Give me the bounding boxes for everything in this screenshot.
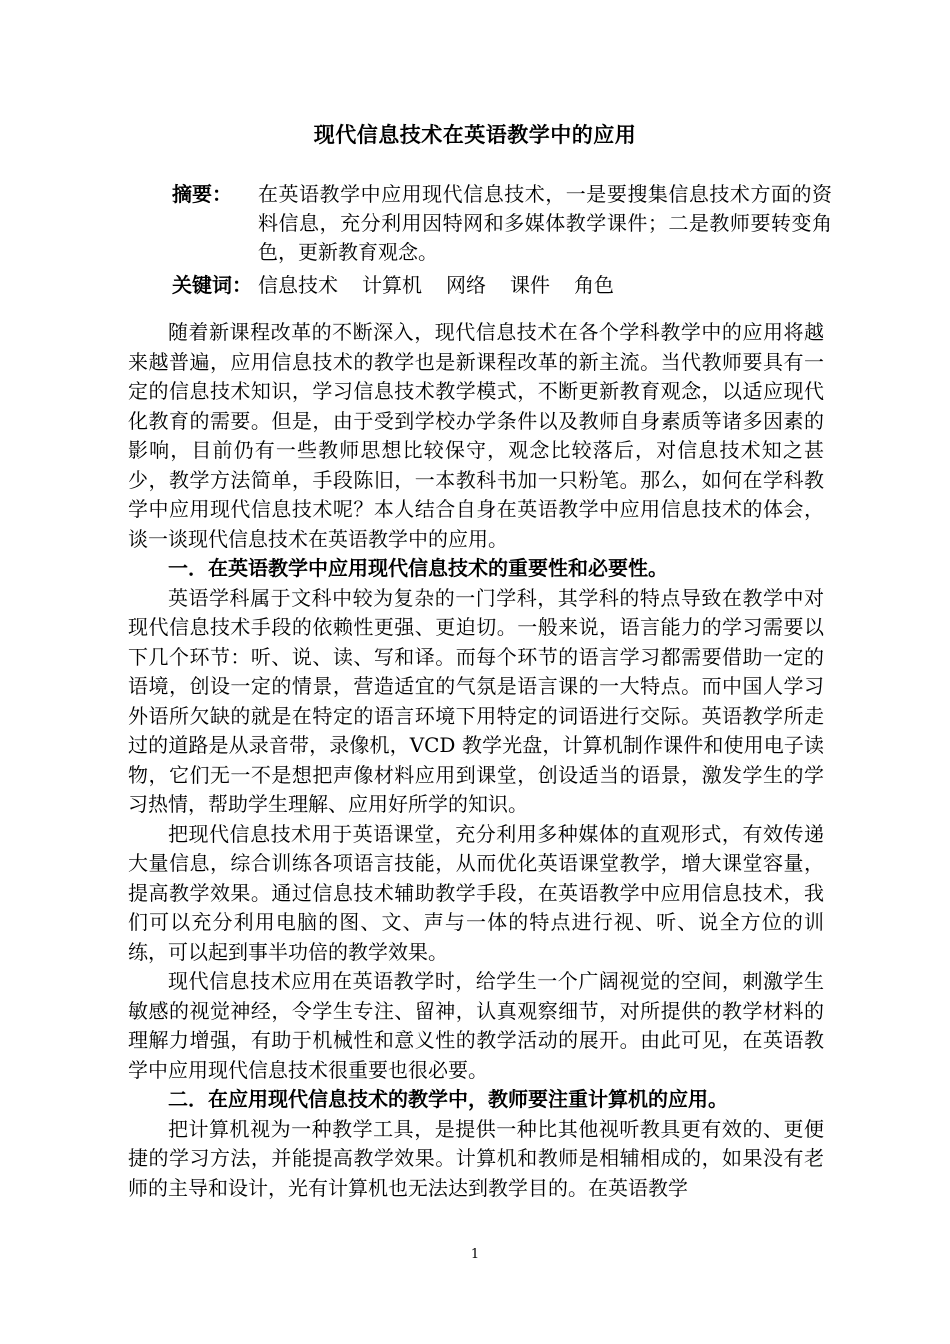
keywords-list — [258, 271, 614, 300]
keywords-label: 关键词： — [172, 273, 252, 297]
keyword: 信息技术 — [258, 273, 338, 297]
section-heading: 一．在英语教学中应用现代信息技术的重要性和必要性。 — [168, 556, 668, 580]
body-paragraph: 英语学科属于文科中较为复杂的一门学科，其学科的特点导致在教学中对现代信息技术手段的依赖性更强、更迫切。一般来说，语言能力的学习需要以下几个环节：听、说、读、写和译。而每个环节的语言学习都需要借助一定的语境，创设一定的情景，营造适宜的气氛是语言课的一大特点。而中国人学习外语所欠缺的就是在特定的语言环境下用特定的词语进行交际。英语教学所走过的道路是从录音带，录像机，VCD 教学光盘，计算机制作课件和使用电子读物，它们无一不是想把声像材料应用到课堂，创设适当的语景，激发学生的学习热情，帮助学生理解、应用好所学的知识。 — [128, 585, 824, 816]
body-paragraph: 现代信息技术应用在英语教学时，给学生一个广阔视觉的空间，刺激学生敏感的视觉神经，令学生专注、留神，认真观察细节，对所提供的教学材料的理解力增强，有助于机械性和意义性的教学活动的展开。由此可见，在英语教学中应用现代信息技术很重要也很必要。 — [128, 969, 824, 1082]
abstract-label: 摘要： — [172, 182, 232, 206]
body-text — [128, 318, 824, 1203]
body-paragraph: 把计算机视为一种教学工具，是提供一种比其他视听教具更有效的、更便捷的学习方法，并能提高教学效果。计算机和教师是相辅相成的，如果没有老师的主导和设计，光有计算机也无法达到教学目的。在英语教学 — [128, 1116, 824, 1200]
abstract-section — [172, 180, 832, 300]
keyword: 课件 — [510, 273, 550, 297]
keywords-block — [172, 271, 832, 300]
body-paragraph: 随着新课程改革的不断深入，现代信息技术在各个学科教学中的应用将越来越普遍，应用信息技术的教学也是新课程改革的新主流。当代教师要具有一定的信息技术知识，学习信息技术教学模式，不断更新教育观念，以适应现代化教育的需要。但是，由于受到学校办学条件以及教师自身素质等诸多因素的影响，目前仍有一些教师思想比较保守，观念比较落后，对信息技术知之甚少，教学方法简单，手段陈旧，一本教科书加一只粉笔。那么，如何在学科教学中应用现代信息技术呢？本人结合自身在英语教学中应用信息技术的体会，谈一谈现代信息技术在英语教学中的应用。 — [128, 320, 824, 551]
body-paragraph: 把现代信息技术用于英语课堂，充分利用多种媒体的直观形式，有效传递大量信息，综合训练各项语言技能，从而优化英语课堂教学，增大课堂容量，提高教学效果。通过信息技术辅助教学手段，在英语教学中应用信息技术，我们可以充分利用电脑的图、文、声与一体的特点进行视、听、说全方位的训练，可以起到事半功倍的教学效果。 — [128, 821, 824, 964]
keyword: 角色 — [574, 273, 614, 297]
section-heading: 二．在应用现代信息技术的教学中，教师要注重计算机的应用。 — [168, 1087, 728, 1111]
keyword: 计算机 — [362, 273, 422, 297]
document-title: 现代信息技术在英语教学中的应用 — [313, 123, 637, 147]
keyword: 网络 — [446, 273, 486, 297]
abstract-text: 在英语教学中应用现代信息技术，一是要搜集信息技术方面的资料信息，充分利用因特网和多媒体教学课件；二是教师要转变角色，更新教育观念。 — [258, 182, 832, 264]
page-number: 1 — [470, 1247, 480, 1262]
abstract-block — [172, 180, 832, 267]
